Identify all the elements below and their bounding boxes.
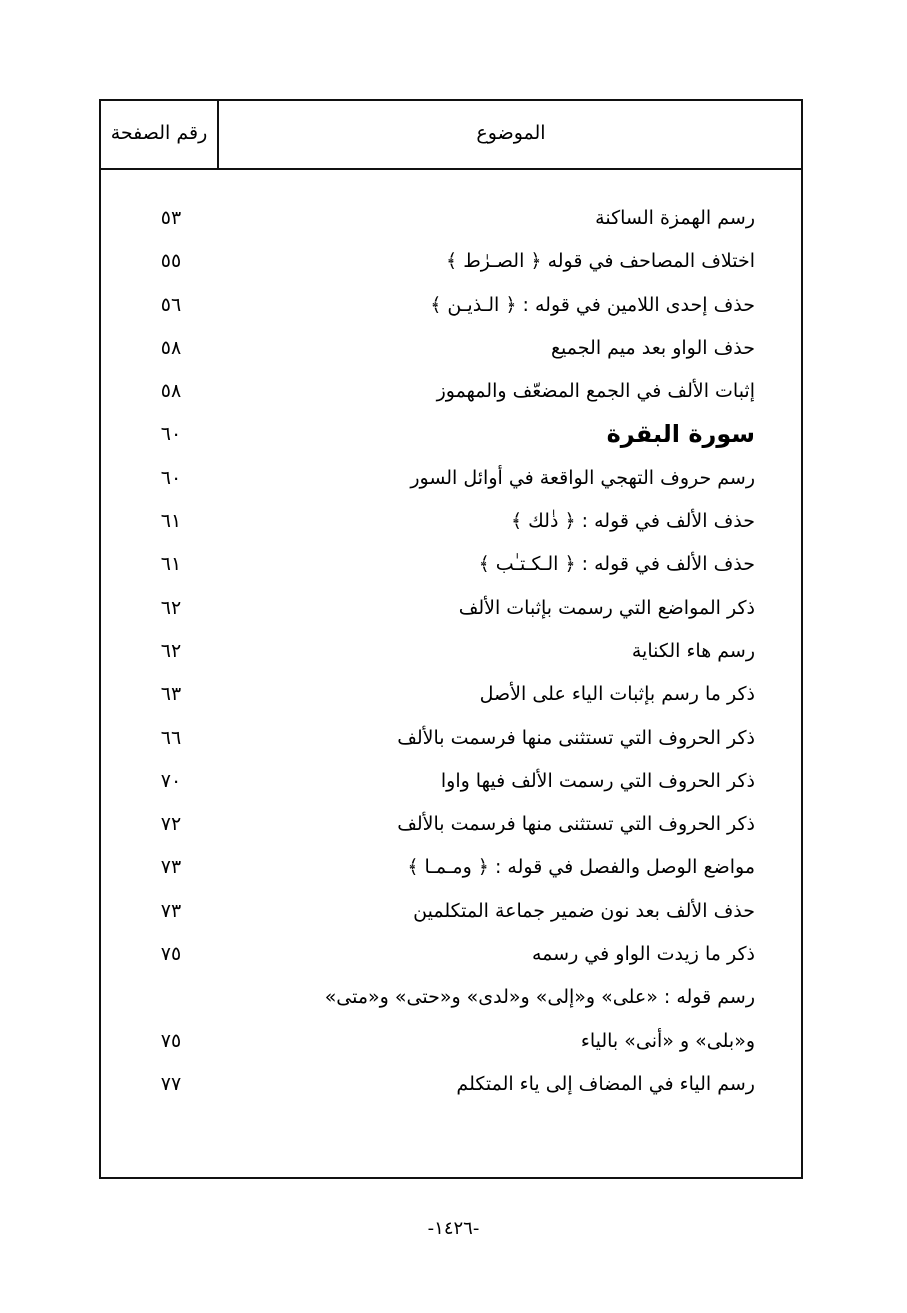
table-row <box>101 197 801 240</box>
row-page: ٧٧ <box>160 1072 182 1095</box>
table-row <box>101 630 801 673</box>
table-row <box>101 370 801 413</box>
table-row <box>101 933 801 976</box>
table-row <box>101 284 801 327</box>
table-row <box>101 673 801 716</box>
row-topic: حذف الألف بعد نون ضمير جماعة المتكلمين <box>413 899 755 922</box>
row-topic: حذف الواو بعد ميم الجميع <box>550 336 755 359</box>
row-topic: ذكر ما رسم بإثبات الياء على الأصل <box>479 683 755 706</box>
row-topic: ذكر ما زيدت الواو في رسمه <box>532 943 755 966</box>
topic-header: الموضوع <box>476 122 546 144</box>
row-topic: مواضع الوصل والفصل في قوله : ﴿ ومـمـا ﴾ <box>407 856 755 879</box>
row-topic: ذكر الحروف التي رسمت الألف فيها واوا <box>440 769 755 792</box>
row-topic: حذف الألف في قوله : ﴿ ذٰلك ﴾ <box>511 510 755 533</box>
table-row <box>101 240 801 283</box>
table-row-surah <box>101 413 801 456</box>
row-page: ٦٠ <box>160 423 182 446</box>
table-row <box>101 543 801 586</box>
table-row <box>101 976 801 1019</box>
row-page: ٧٣ <box>160 899 182 922</box>
row-page: ٦١ <box>160 553 182 576</box>
table-row <box>101 457 801 500</box>
row-topic: اختلاف المصاحف في قوله ﴿ الصـرٰط ﴾ <box>446 250 755 273</box>
row-page: ٧٠ <box>160 769 182 792</box>
table-row <box>101 846 801 889</box>
table-row <box>101 717 801 760</box>
table-row <box>101 803 801 846</box>
row-topic: رسم حروف التهجي الواقعة في أوائل السور <box>410 466 755 489</box>
row-page: ٦١ <box>160 510 182 533</box>
index-table <box>99 99 803 1179</box>
row-topic: و«بلى» و «أنى» بالياء <box>580 1029 755 1052</box>
table-row <box>101 1020 801 1063</box>
row-page: ٧٣ <box>160 856 182 879</box>
row-topic: رسم قوله : «على» و«إلى» و«لدى» و«حتى» و«متى» <box>324 986 755 1009</box>
row-page: ٦٣ <box>160 683 182 706</box>
row-page: ٥٨ <box>160 336 182 359</box>
table-body <box>101 197 801 1106</box>
row-page: ٧٢ <box>160 813 182 836</box>
row-page: ٦٠ <box>160 466 182 489</box>
row-page: ٧٥ <box>160 1029 182 1052</box>
row-page: ٦٦ <box>160 726 182 749</box>
page-number-footer: -١٤٢٦- <box>427 1218 480 1239</box>
table-row <box>101 760 801 803</box>
table-row <box>101 327 801 370</box>
row-topic: إثبات الألف في الجمع المضعّف والمهموز <box>436 380 755 403</box>
row-page: ٦٢ <box>160 639 182 662</box>
page-number-header: رقم الصفحة <box>110 122 208 144</box>
table-row <box>101 890 801 933</box>
row-topic: حذف الألف في قوله : ﴿ الـكـتـٰب ﴾ <box>478 553 755 576</box>
row-page: ٥٨ <box>160 380 182 403</box>
row-topic: ذكر المواضع التي رسمت بإثبات الألف <box>458 596 755 619</box>
row-page: ٦٢ <box>160 596 182 619</box>
row-topic: رسم هاء الكناية <box>631 639 755 662</box>
row-topic: ذكر الحروف التي تستثنى منها فرسمت بالألف <box>397 813 755 836</box>
table-row <box>101 500 801 543</box>
table-row <box>101 1063 801 1106</box>
row-topic: رسم الهمزة الساكنة <box>595 207 755 229</box>
row-page: ٥٦ <box>160 293 182 316</box>
row-topic: ذكر الحروف التي تستثنى منها فرسمت بالألف <box>397 726 755 749</box>
surah-heading: سورة البقرة <box>606 420 755 449</box>
row-page: ٧٥ <box>160 943 182 966</box>
row-page: ٥٥ <box>160 250 182 273</box>
table-row <box>101 587 801 630</box>
row-topic: رسم الياء في المضاف إلى ياء المتكلم <box>456 1072 755 1095</box>
row-page <box>101 976 241 1019</box>
header-divider <box>101 168 801 170</box>
row-page: ٥٣ <box>160 207 182 229</box>
row-topic: حذف إحدى اللامين في قوله : ﴿ الـذيـن ﴾ <box>430 293 755 316</box>
